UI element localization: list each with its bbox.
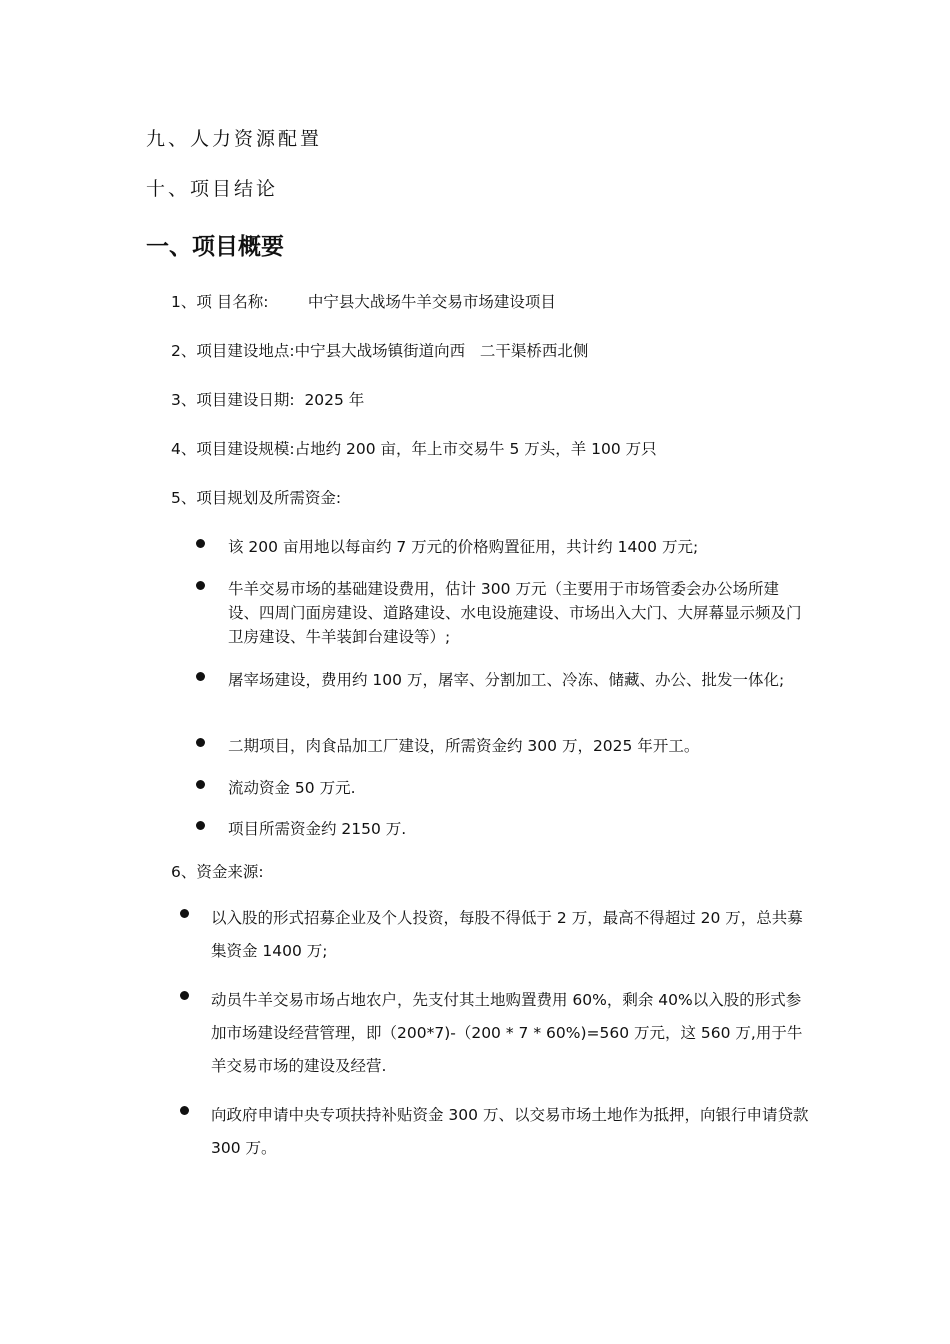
list-item-text: 该 200 亩用地以每亩约 7 万元的价格购置征用，共计约 1400 万元; — [228, 538, 699, 556]
toc-item-9: 九、人力资源配置 — [146, 128, 323, 150]
item-project-location: 2、项目建设地点:中宁县大战场镇街道向西 二干渠桥西北侧 — [171, 342, 589, 360]
list-item-text: 牛羊交易市场的基础建设费用，估计 300 万元（主要用于市场管委会办公场所建设、四周门面房建设、道路建设、水电设施建设、市场出入大门、大屏幕显示频及门卫房建设、牛羊装卸台建设等）; — [228, 580, 802, 646]
bullet-icon — [180, 991, 189, 1000]
list-item-text: 流动资金 50 万元. — [228, 779, 356, 797]
item-project-date: 3、项目建设日期: 2025 年 — [171, 391, 365, 409]
bullet-icon — [196, 738, 205, 747]
bullet-icon — [196, 672, 205, 681]
bullet-icon — [180, 909, 189, 918]
list-item-text: 项目所需资金约 2150 万. — [228, 820, 407, 838]
section-heading: 一、项目概要 — [146, 234, 284, 260]
bullet-icon — [196, 581, 205, 590]
bullet-icon — [196, 780, 205, 789]
item-project-scale: 4、项目建设规模:占地约 200 亩，年上市交易牛 5 万头，羊 100 万只 — [171, 440, 657, 458]
bullet-icon — [180, 1106, 189, 1115]
toc-item-10: 十、项目结论 — [146, 178, 279, 200]
bullet-icon — [196, 821, 205, 830]
list-item-text: 二期项目，肉食品加工厂建设，所需资金约 300 万，2025 年开工。 — [228, 737, 700, 755]
list-item-text: 向政府申请中央专项扶持补贴资金 300 万、以交易市场土地作为抵押，向银行申请贷款 300 万。 — [211, 1106, 809, 1157]
item-project-name: 1、项 目名称: 中宁县大战场牛羊交易市场建设项目 — [171, 293, 556, 311]
bullet-icon — [196, 539, 205, 548]
list-item-text: 屠宰场建设，费用约 100 万，屠宰、分割加工、冷冻、储藏、办公、批发一体化; — [228, 671, 785, 689]
item-funding-source: 6、资金来源: — [171, 863, 264, 881]
item-project-plan: 5、项目规划及所需资金: — [171, 489, 342, 507]
list-item-text: 动员牛羊交易市场占地农户，先支付其土地购置费用 60%，剩余 40%以入股的形式参加市场建设经营管理，即（200*7)-（200 * 7 * 60%)=560 万元，这 560 万,用于牛羊交易市场的建设及经营. — [211, 991, 803, 1075]
list-item-text: 以入股的形式招募企业及个人投资，每股不得低于 2 万，最高不得超过 20 万，总共募集资金 1400 万; — [211, 909, 803, 960]
